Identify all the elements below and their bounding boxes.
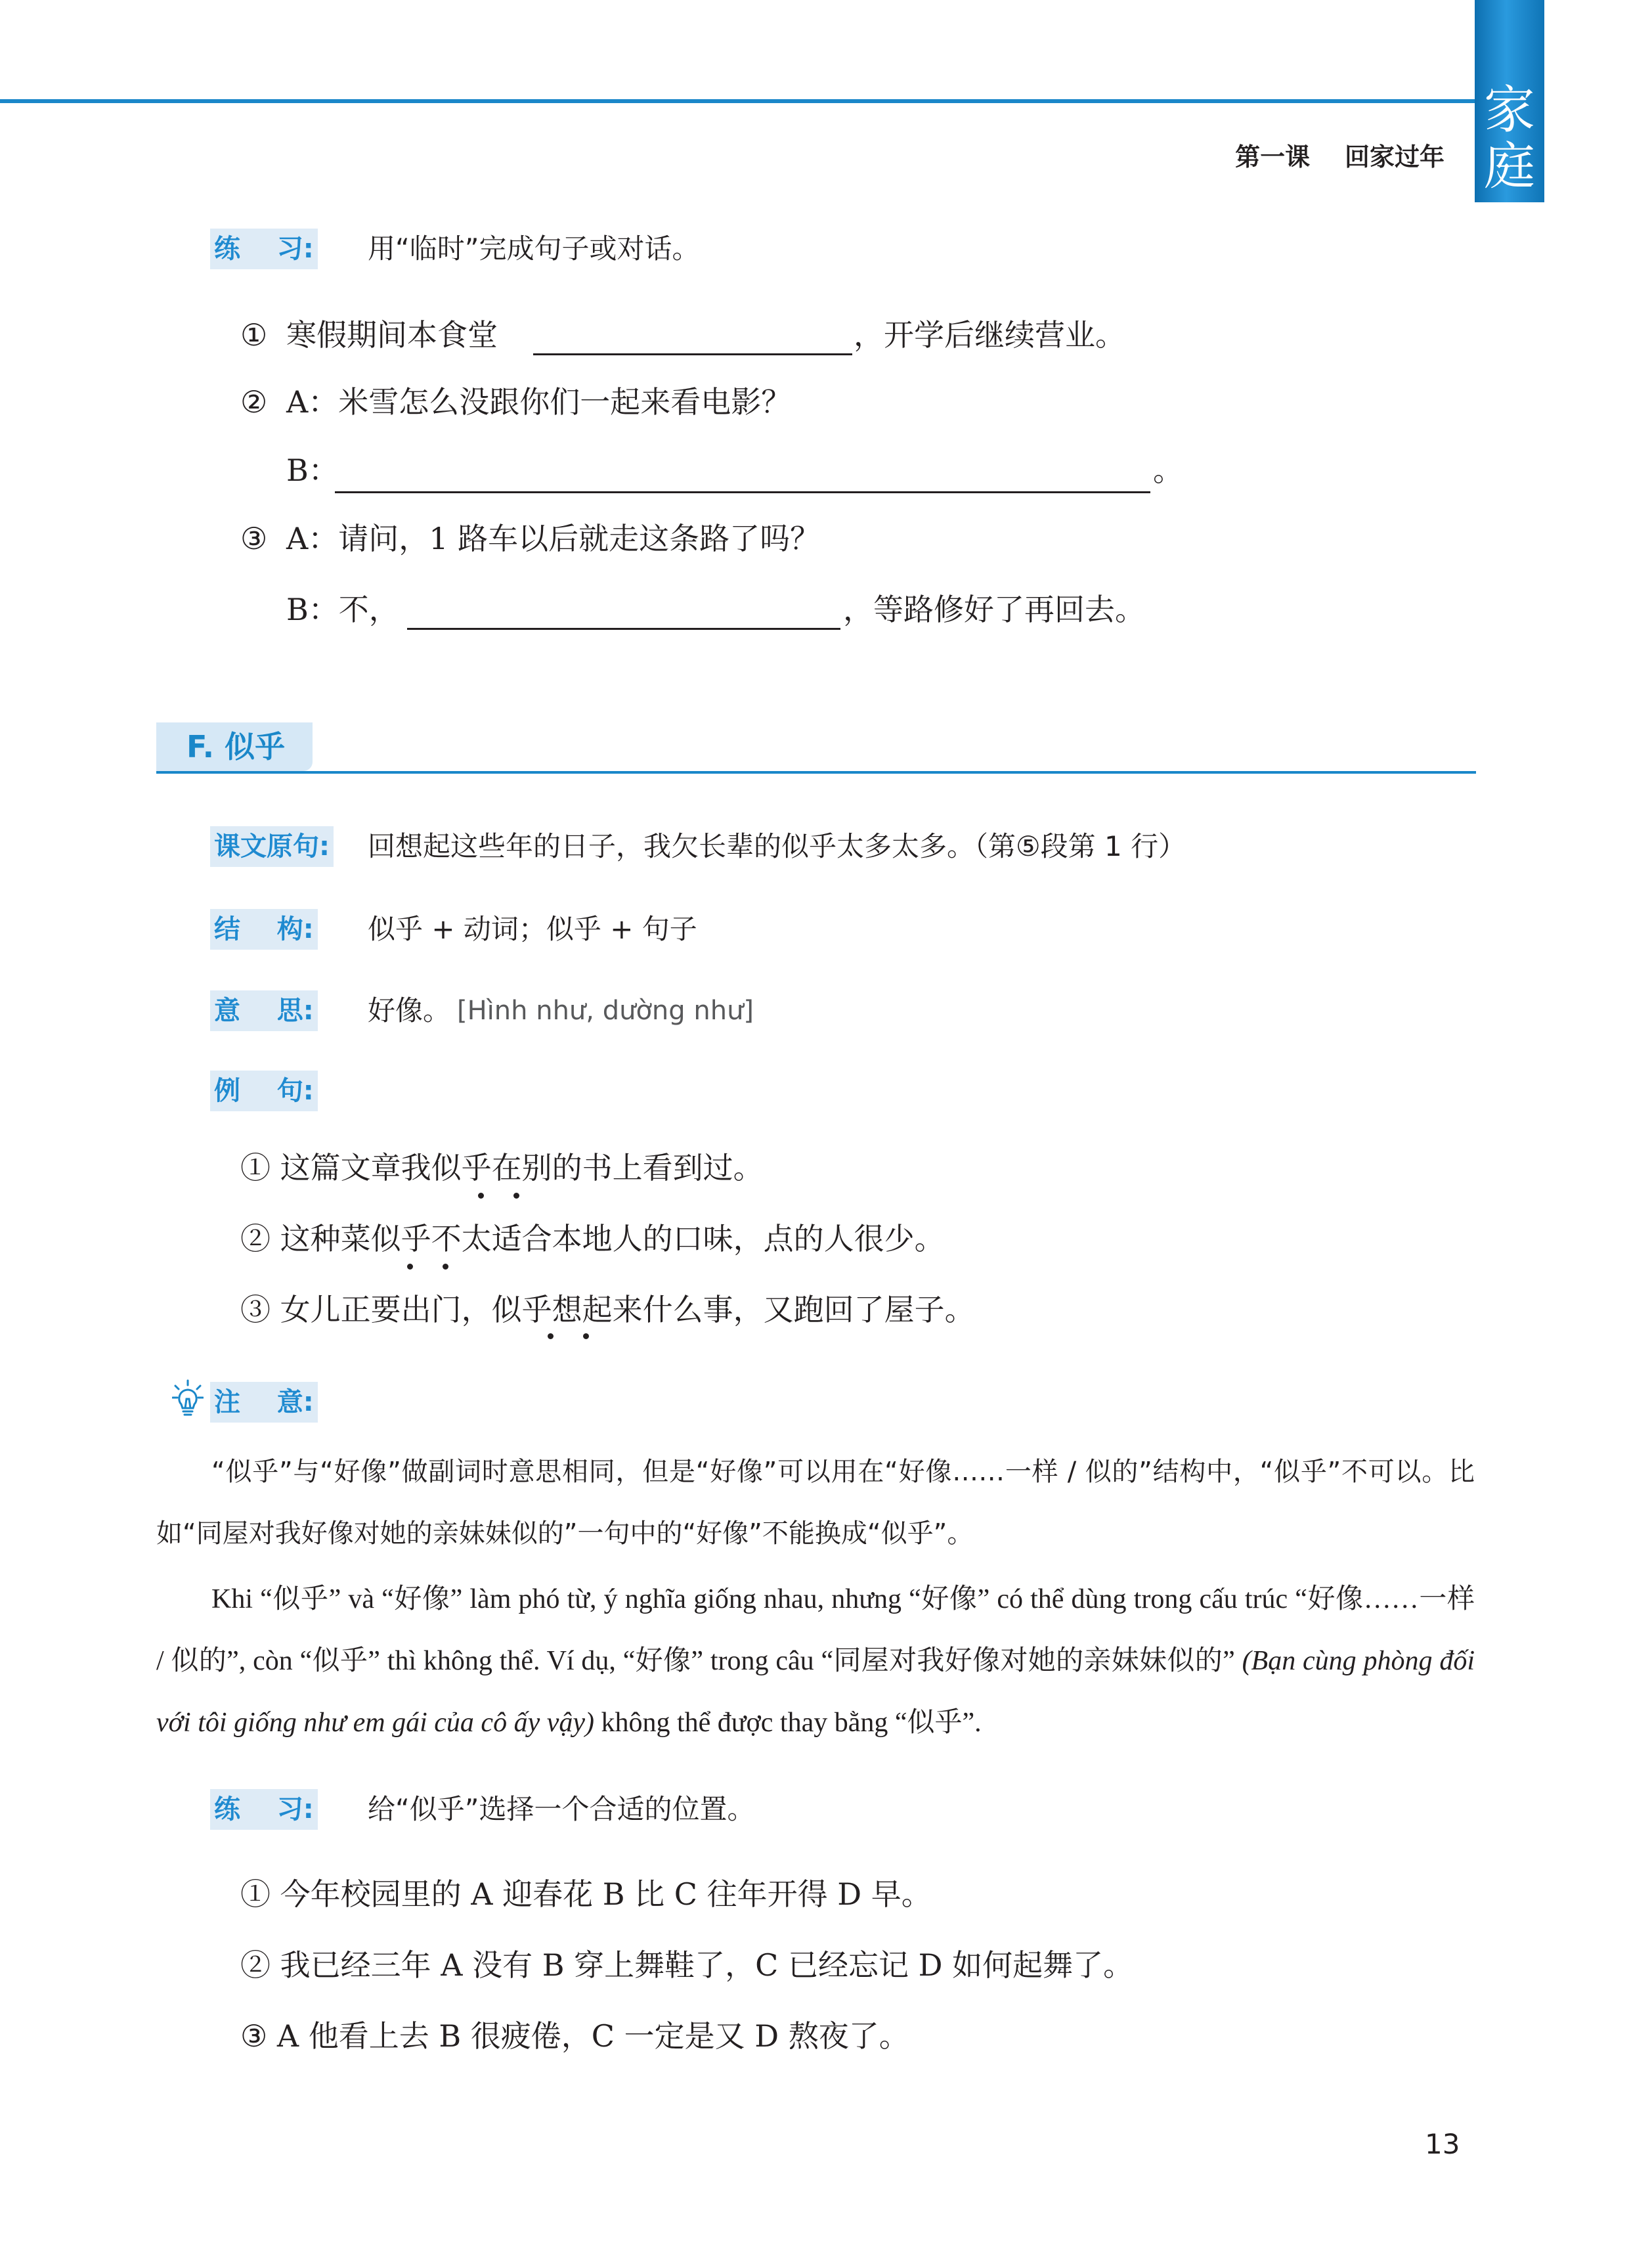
answer-blank-1[interactable] xyxy=(533,353,852,355)
chapter-tab-char-2: 庭 xyxy=(1483,137,1535,196)
example-sentence-2: ② 这种菜似乎不太适合本地人的口味，点的人很少。 xyxy=(240,1221,945,1256)
practice-f-item-2: ② 我已经三年 A 没有 B 穿上舞鞋了，C 已经忘记 D 如何起舞了。 xyxy=(240,1947,1134,1983)
practice-f-label: 练 习: xyxy=(210,1789,318,1830)
exercise-2-number: ② xyxy=(240,384,268,420)
answer-blank-3[interactable] xyxy=(407,628,840,630)
source-label: 课文原句: xyxy=(210,826,334,867)
example-sentence-3: ③ 女儿正要出门，似乎想起来什么事，又跑回了屋子。 xyxy=(240,1292,975,1327)
page-number: 13 xyxy=(1425,2128,1460,2160)
note-vietnamese-part2: không thể được thay bằng “似乎”. xyxy=(601,1708,982,1738)
emphasis-dot xyxy=(583,1333,589,1339)
lightbulb-icon xyxy=(172,1379,204,1420)
note-chinese: “似乎”与“好像”做副词时意思相同，但是“好像”可以用在“好像……一样 / 似的”结构中，“似乎”不可以。比如“同屋对我好像对她的亲妹妹似的”一句中的“好像”不能换成“似乎”。 xyxy=(156,1457,1475,1549)
lesson-title: 第一课 回家过年 xyxy=(1235,143,1445,171)
example-sentence-1: ① 这篇文章我似乎在别的书上看到过。 xyxy=(240,1150,764,1185)
exercise-1-text-before: 寒假期间本食堂 xyxy=(286,317,498,353)
exercise-3-question: A：请问，1 路车以后就走这条路了吗？ xyxy=(286,521,821,556)
exercise-1-number: ① xyxy=(240,317,268,353)
practice-f-instruction: 给“似乎”选择一个合适的位置。 xyxy=(368,1793,755,1825)
example-label: 例 句: xyxy=(210,1071,318,1111)
exercise-2-b-after: 。 xyxy=(1153,453,1183,488)
exercise-3-number: ③ xyxy=(240,521,268,556)
chapter-tab-char-1: 家 xyxy=(1483,81,1535,140)
header-rule xyxy=(0,99,1475,103)
emphasis-dot xyxy=(513,1193,519,1199)
exercise-2-b-label: B： xyxy=(286,453,339,488)
note-vietnamese-part1: Khi “似乎” và “好像” làm phó từ, ý nghĩa giống nhau, nhưng “好像” có thể dùng trong cấu trúc “好像……一样 / 似的”, còn “似乎” thì không thể. Ví dụ, “好像” trong câu “同屋对我好像对她的亲妹妹似的” xyxy=(156,1584,1475,1676)
meaning-text: 好像。 xyxy=(368,994,451,1027)
note-vietnamese-italic: (Bạn cùng phòng đối với tôi giống như em gái của cô ấy vậy) xyxy=(156,1646,1475,1738)
exercise-1-text-after: ，开学后继续营业。 xyxy=(854,317,1125,353)
emphasis-dot xyxy=(443,1264,448,1270)
meaning-label: 意 思: xyxy=(210,990,318,1031)
exercise-2-question: A：米雪怎么没跟你们一起来看电影？ xyxy=(286,384,792,420)
exercise-3-b-label: B：不， xyxy=(286,592,399,627)
practice-f-item-1: ① 今年校园里的 A 迎春花 B 比 C 往年开得 D 早。 xyxy=(240,1876,932,1912)
note-vietnamese xyxy=(156,1568,1475,1754)
emphasis-dot xyxy=(478,1193,484,1199)
section-f-heading xyxy=(156,722,313,771)
emphasis-dot xyxy=(548,1333,554,1339)
answer-blank-2[interactable] xyxy=(335,491,1150,493)
section-f-rule xyxy=(156,771,1476,774)
chapter-tab xyxy=(1475,0,1544,202)
source-text: 回想起这些年的日子，我欠长辈的似乎太多太多。（第⑤段第 1 行） xyxy=(368,830,1186,862)
practice-label: 练 习: xyxy=(210,229,318,269)
structure-label: 结 构: xyxy=(210,909,318,950)
practice-instruction: 用“临时”完成句子或对话。 xyxy=(368,232,700,265)
practice-f-item-3: ③ A 他看上去 B 很疲倦，C 一定是又 D 熬夜了。 xyxy=(240,2018,909,2054)
structure-text: 似乎 + 动词；似乎 + 句子 xyxy=(368,913,697,945)
section-f-title: F. 似乎 xyxy=(186,729,286,764)
exercise-3-b-after: ，等路修好了再回去。 xyxy=(843,592,1145,627)
note-label: 注 意: xyxy=(210,1382,318,1423)
meaning-vietnamese: [Hình như, dường như] xyxy=(457,996,754,1026)
emphasis-dot xyxy=(407,1264,413,1270)
